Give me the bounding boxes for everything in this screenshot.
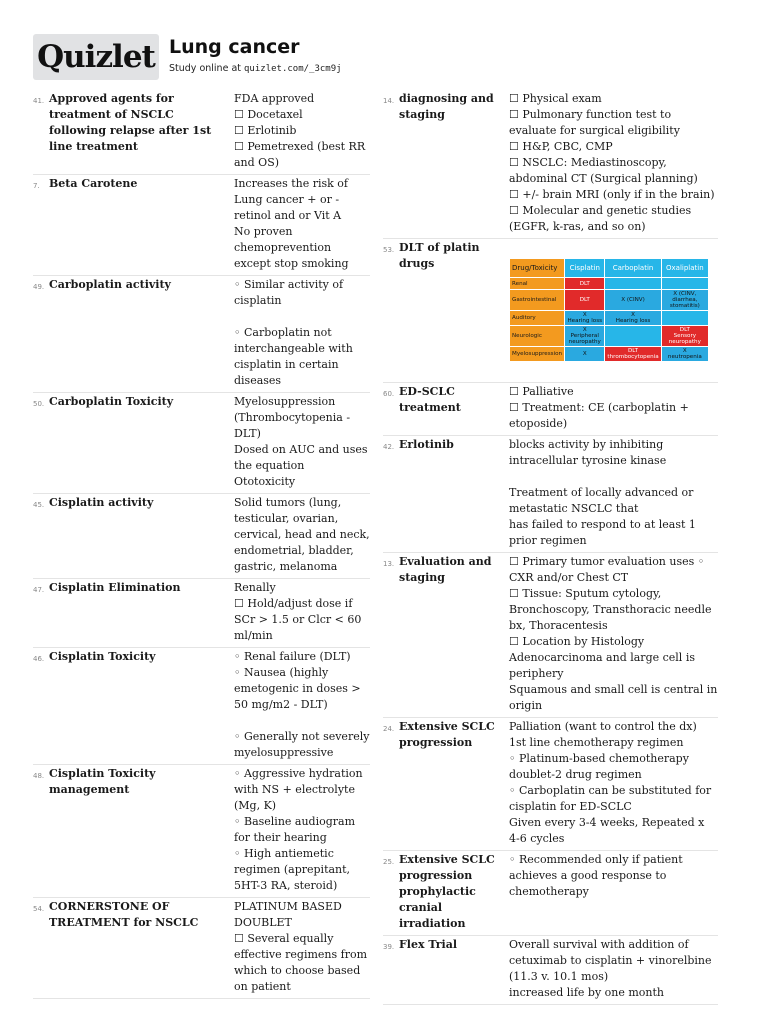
card-number: 54. xyxy=(33,905,45,913)
card xyxy=(383,936,718,1005)
card-definition: FDA approved ☐ Docetaxel ☐ Erlotinib ☐ Pemetrexed (best RR and OS) xyxy=(234,92,366,169)
card xyxy=(33,898,370,999)
card-term: Cisplatin activity xyxy=(49,496,154,509)
card-term: Cisplatin Elimination xyxy=(49,581,181,594)
card-term: Beta Carotene xyxy=(49,177,138,190)
card-definition: Increases the risk of Lung cancer + or - retinol and or Vit A No proven chemoprevention except stop smoking xyxy=(234,177,349,270)
card-number: 53. xyxy=(383,246,395,254)
card xyxy=(383,239,718,383)
card-definition: PLATINUM BASED DOUBLET ☐ Several equally effective regimens from which to choose based on patient xyxy=(234,900,368,993)
quizlet-logo[interactable] xyxy=(33,34,159,80)
page-subtitle xyxy=(169,63,342,74)
right-column xyxy=(383,90,718,1005)
header xyxy=(33,34,733,80)
card-term: Evaluation and staging xyxy=(399,555,492,584)
dlt-cell: X Peripheral neuropathy xyxy=(565,326,605,347)
card-number: 45. xyxy=(33,501,45,509)
dlt-header-cisplatin: Cisplatin xyxy=(565,259,605,278)
card-number: 49. xyxy=(33,283,45,291)
card-term: Approved agents for treatment of NSCLC following relapse after 1st line treatment xyxy=(49,92,212,153)
card xyxy=(383,90,718,239)
card-definition: Myelosuppression (Thrombocytopenia - DLT) Dosed on AUC and uses the equation Ototoxicity xyxy=(234,395,368,488)
card-definition: ☐ Palliative ☐ Treatment: CE (carboplatin + etoposide) xyxy=(509,385,689,430)
dlt-row-label: Auditory xyxy=(510,311,565,326)
card-term: DLT of platin drugs xyxy=(399,241,480,270)
card-definition: Renally ☐ Hold/adjust dose if SCr > 1.5 or Clcr < 60 ml/min xyxy=(234,581,362,642)
dlt-row-label: Neurologic xyxy=(510,326,565,347)
card-number: 13. xyxy=(383,560,395,568)
card-number: 48. xyxy=(33,772,45,780)
card-definition: ◦ Similar activity of cisplatin ◦ Carboplatin not interchangeable with cisplatin in certain diseases xyxy=(234,278,353,387)
dlt-header-carboplatin: Carboplatin xyxy=(605,259,661,278)
dlt-table xyxy=(509,258,709,362)
card xyxy=(33,393,370,494)
card-term: Extensive SCLC progression xyxy=(399,720,495,749)
card-definition: Overall survival with addition of cetuximab to cisplatin + vinorelbine (11.3 v. 10.1 mos) increased life by one month xyxy=(509,938,712,999)
card xyxy=(383,436,718,553)
card xyxy=(33,175,370,276)
card-number: 60. xyxy=(383,390,395,398)
card-definition: ☐ Primary tumor evaluation uses ◦ CXR and/or Chest CT ☐ Tissue: Sputum cytology, Bronchoscopy, Transthoracic needle bx, Thoracentesis ☐ Location by Histology Adenocarcinoma and large cell is periphery Squamous and small cell is central in origin xyxy=(509,555,718,712)
dlt-cell: DLT thrombocytopenia xyxy=(605,347,661,362)
card-definition: blocks activity by inhibiting intracellular tyrosine kinase Treatment of locally advanced or metastatic NSCLC that has failed to respond to at least 1 prior regimen xyxy=(509,438,696,547)
page-title: Lung cancer xyxy=(169,36,300,58)
card-term: Erlotinib xyxy=(399,438,454,451)
card-term: Cisplatin Toxicity management xyxy=(49,767,156,796)
card xyxy=(33,276,370,393)
dlt-cell: X neutropenia xyxy=(661,347,708,362)
left-column xyxy=(33,90,370,999)
dlt-header-oxaliplatin: Oxaliplatin xyxy=(661,259,708,278)
card xyxy=(33,90,370,175)
dlt-cell: X Hearing loss xyxy=(605,311,661,326)
logo-text: Quizlet xyxy=(37,39,155,75)
card-number: 42. xyxy=(383,443,395,451)
dlt-cell: DLT xyxy=(565,290,605,311)
card-definition: ◦ Recommended only if patient achieves a good response to chemotherapy xyxy=(509,853,683,898)
card-term: Flex Trial xyxy=(399,938,458,951)
card-term: diagnosing and staging xyxy=(399,92,494,121)
card-term: CORNERSTONE OF TREATMENT for NSCLC xyxy=(49,900,199,929)
dlt-cell: X (CINV, diarrhea, stomatitis) xyxy=(661,290,708,311)
card-number: 14. xyxy=(383,97,395,105)
dlt-cell: X Hearing loss xyxy=(565,311,605,326)
dlt-row-label: Myelosuppression xyxy=(510,347,565,362)
card-term: Cisplatin Toxicity xyxy=(49,650,156,663)
card-term: Extensive SCLC progression prophylactic cranial irradiation xyxy=(399,853,495,930)
card-number: 46. xyxy=(33,655,45,663)
card-definition: Solid tumors (lung, testicular, ovarian, cervical, head and neck, endometrial, bladder, gastric, melanoma xyxy=(234,496,370,573)
card-number: 24. xyxy=(383,725,395,733)
card xyxy=(33,494,370,579)
card-definition: ◦ Renal failure (DLT) ◦ Nausea (highly emetogenic in doses > 50 mg/m2 - DLT) ◦ Generally not severely myelosuppressive xyxy=(234,650,370,759)
card-definition: ◦ Aggressive hydration with NS + electrolyte (Mg, K) ◦ Baseline audiogram for their hearing ◦ High antiemetic regimen (aprepitant, 5HT-3 RA, steroid) xyxy=(234,767,363,892)
dlt-cell xyxy=(661,311,708,326)
dlt-cell: DLT xyxy=(565,278,605,290)
card-number: 41. xyxy=(33,97,45,105)
card-number: 47. xyxy=(33,586,45,594)
card-number: 50. xyxy=(33,400,45,408)
dlt-header-drug: Drug/Toxicity xyxy=(510,259,565,278)
card-number: 7. xyxy=(33,182,40,190)
dlt-cell: X (CINV) xyxy=(605,290,661,311)
dlt-row-label: Renal xyxy=(510,278,565,290)
subtitle-prefix: Study online at xyxy=(169,63,245,74)
card xyxy=(383,718,718,851)
card-term: ED-SCLC treatment xyxy=(399,385,461,414)
card-number: 25. xyxy=(383,858,395,866)
card-term: Carboplatin Toxicity xyxy=(49,395,174,408)
dlt-cell xyxy=(661,278,708,290)
card xyxy=(383,383,718,436)
card-definition-image xyxy=(509,240,718,378)
dlt-row-label: Gastrointestinal xyxy=(510,290,565,311)
card xyxy=(383,553,718,718)
card xyxy=(33,765,370,898)
card-term: Carboplatin activity xyxy=(49,278,171,291)
dlt-cell: X xyxy=(565,347,605,362)
subtitle-url[interactable]: quizlet.com/_3cm9j xyxy=(244,64,342,74)
card-definition: ☐ Physical exam ☐ Pulmonary function test to evaluate for surgical eligibility ☐ H&P, CBC, CMP ☐ NSCLC: Mediastinoscopy, abdominal CT (Surgical planning) ☐ +/- brain MRI (only if in the brain) ☐ Molecular and genetic studies (EGFR, k-ras, and so on) xyxy=(509,92,715,233)
card-definition: Palliation (want to control the dx) 1st line chemotherapy regimen ◦ Platinum-based chemotherapy doublet-2 drug regimen ◦ Carboplatin can be substituted for cisplatin for ED-SCLC Given every 3-4 weeks, Repeated x 4-6 cycles xyxy=(509,720,712,845)
dlt-cell xyxy=(605,278,661,290)
card xyxy=(33,579,370,648)
card xyxy=(33,648,370,765)
dlt-cell xyxy=(605,326,661,347)
dlt-cell: DLT Sensory neuropathy xyxy=(661,326,708,347)
card-number: 39. xyxy=(383,943,395,951)
card xyxy=(383,851,718,936)
